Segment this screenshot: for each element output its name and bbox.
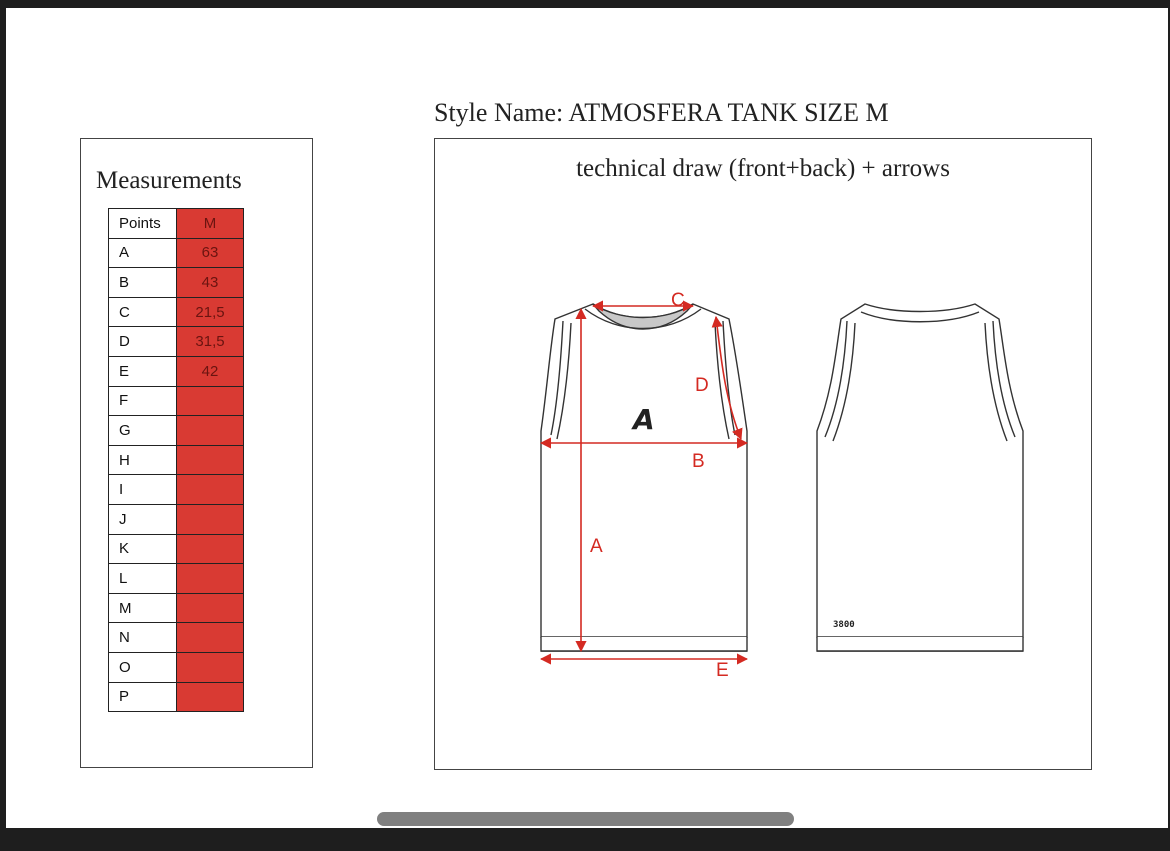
table-row xyxy=(109,564,244,594)
front-tank-drawing xyxy=(541,304,747,651)
table-row xyxy=(109,356,244,386)
back-hem-bottom xyxy=(817,637,1023,651)
table-row xyxy=(109,682,244,712)
table-row xyxy=(109,238,244,268)
table-row xyxy=(109,268,244,298)
value-cell xyxy=(177,445,244,475)
value-cell xyxy=(177,386,244,416)
point-cell: C xyxy=(109,297,177,327)
value-cell xyxy=(177,564,244,594)
front-hem-bottom xyxy=(541,637,747,651)
arrow-label-c: C xyxy=(671,290,685,311)
arrow-label-d: D xyxy=(695,375,709,396)
header-points: Points xyxy=(109,209,177,239)
point-cell: K xyxy=(109,534,177,564)
point-cell: I xyxy=(109,475,177,505)
point-cell: N xyxy=(109,623,177,653)
style-name-title: Style Name: ATMOSFERA TANK SIZE M xyxy=(434,98,889,127)
header-size: M xyxy=(177,209,244,239)
value-cell: 63 xyxy=(177,238,244,268)
table-row xyxy=(109,297,244,327)
table-row xyxy=(109,445,244,475)
value-cell xyxy=(177,623,244,653)
arrow-label-e: E xyxy=(716,660,729,681)
document-page xyxy=(6,8,1168,828)
value-cell: 43 xyxy=(177,268,244,298)
back-tank-drawing xyxy=(817,304,1023,651)
point-cell: D xyxy=(109,327,177,357)
table-row xyxy=(109,475,244,505)
table-row xyxy=(109,623,244,653)
table-row xyxy=(109,652,244,682)
arrow-label-a: A xyxy=(590,536,603,557)
table-row xyxy=(109,593,244,623)
measurements-table xyxy=(108,208,244,712)
front-body-outline xyxy=(541,304,747,637)
point-cell: L xyxy=(109,564,177,594)
value-cell xyxy=(177,682,244,712)
value-cell: 42 xyxy=(177,356,244,386)
point-cell: G xyxy=(109,416,177,446)
table-row xyxy=(109,327,244,357)
horizontal-scrollbar[interactable] xyxy=(377,812,794,826)
drawing-title: technical draw (front+back) + arrows xyxy=(576,155,950,182)
table-header-row xyxy=(109,209,244,239)
arrow-label-b: B xyxy=(692,451,705,472)
point-cell: E xyxy=(109,356,177,386)
value-cell xyxy=(177,504,244,534)
back-print-label: 3800 xyxy=(833,620,855,630)
technical-drawing-panel xyxy=(434,138,1092,770)
point-cell: F xyxy=(109,386,177,416)
table-row xyxy=(109,416,244,446)
value-cell: 31,5 xyxy=(177,327,244,357)
table-row xyxy=(109,534,244,564)
point-cell: M xyxy=(109,593,177,623)
point-cell: P xyxy=(109,682,177,712)
measurements-panel xyxy=(80,138,313,768)
value-cell xyxy=(177,593,244,623)
value-cell xyxy=(177,475,244,505)
value-cell: 21,5 xyxy=(177,297,244,327)
point-cell: J xyxy=(109,504,177,534)
measurements-title: Measurements xyxy=(96,167,242,194)
garment-drawing xyxy=(435,139,1093,771)
value-cell xyxy=(177,534,244,564)
table-row xyxy=(109,386,244,416)
value-cell xyxy=(177,416,244,446)
point-cell: A xyxy=(109,238,177,268)
back-body-outline xyxy=(817,304,1023,637)
table-row xyxy=(109,504,244,534)
front-logo-icon: A xyxy=(633,403,655,436)
point-cell: B xyxy=(109,268,177,298)
value-cell xyxy=(177,652,244,682)
point-cell: O xyxy=(109,652,177,682)
point-cell: H xyxy=(109,445,177,475)
